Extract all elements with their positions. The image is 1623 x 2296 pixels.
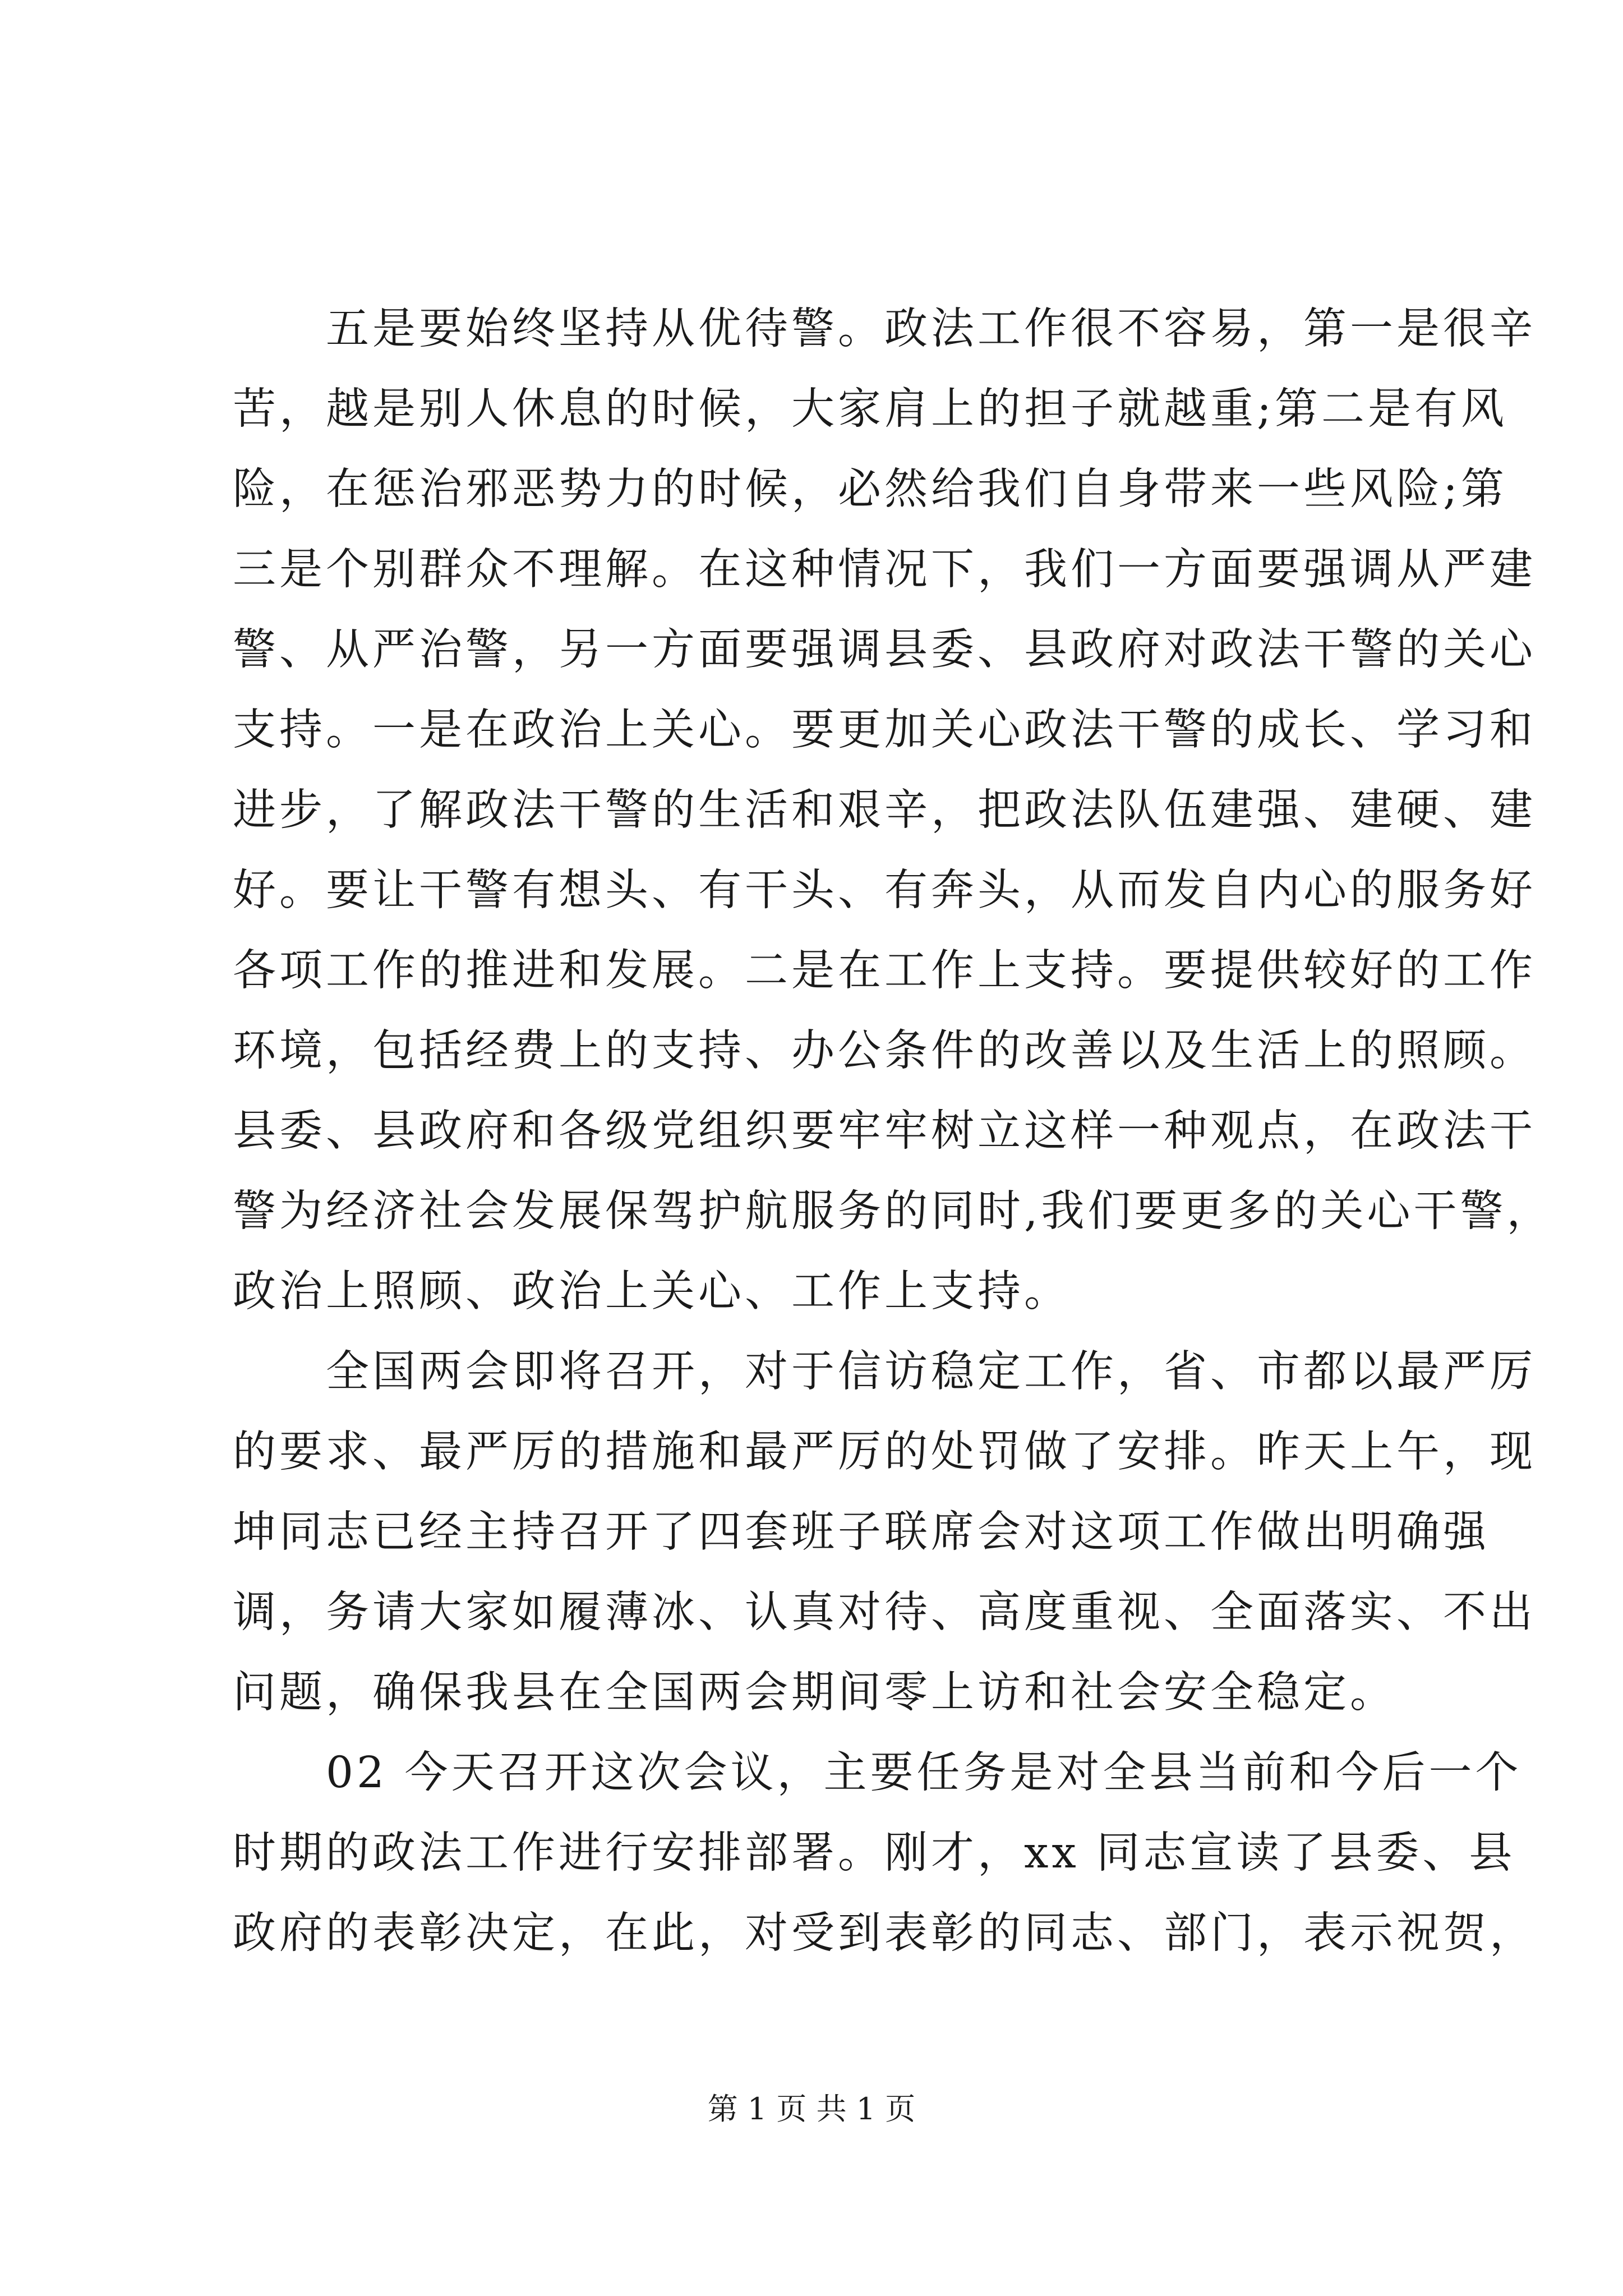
text-line: 问题，确保我县在全国两会期间零上访和社会安全稳定。	[233, 1668, 1396, 1718]
document-body	[233, 289, 1553, 1973]
page-number-label: 第 1 页 共 1 页	[707, 2091, 916, 2127]
text-line: 环境，包括经费上的支持、办公条件的改善以及生活上的照顾。	[233, 1026, 1536, 1076]
text-line: 的要求、最严厉的措施和最严厉的处罚做了安排。昨天上午，现	[233, 1427, 1536, 1477]
paragraph-1	[233, 289, 1553, 1332]
text-line: 苦，越是别人休息的时候，大家肩上的担子就越重;第二是有风	[233, 384, 1507, 434]
text-line: 警、从严治警，另一方面要强调县委、县政府对政法干警的关心	[233, 625, 1536, 675]
page-footer	[0, 2087, 1623, 2132]
text-line: 三是个别群众不理解。在这种情况下，我们一方面要强调从严建	[233, 545, 1536, 595]
text-line: 五是要始终坚持从优待警。政法工作很不容易，第一是很辛	[233, 304, 1536, 354]
text-line: 全国两会即将召开，对于信访稳定工作，省、市都以最严厉	[233, 1347, 1536, 1397]
text-line: 坤同志已经主持召开了四套班子联席会对这项工作做出明确强	[233, 1507, 1490, 1557]
text-line: 警为经济社会发展保驾护航服务的同时,我们要更多的关心干警，	[233, 1186, 1553, 1236]
paragraph-2	[233, 1332, 1536, 1733]
text-line: 各项工作的推进和发展。二是在工作上支持。要提供较好的工作	[233, 946, 1536, 996]
text-line: 好。要让干警有想头、有干头、有奔头，从而发自内心的服务好	[233, 866, 1536, 915]
text-line: 02 今天召开这次会议，主要任务是对全县当前和今后一个	[233, 1748, 1522, 1798]
text-line: 政治上照顾、政治上关心、工作上支持。	[233, 1267, 1071, 1317]
text-line: 调，务请大家如履薄冰、认真对待、高度重视、全面落实、不出	[233, 1588, 1536, 1637]
paragraph-3	[233, 1733, 1536, 1973]
text-line: 进步，了解政法干警的生活和艰辛，把政法队伍建强、建硬、建	[233, 785, 1536, 835]
text-line: 支持。一是在政治上关心。要更加关心政法干警的成长、学习和	[233, 705, 1536, 755]
text-line: 时期的政法工作进行安排部署。刚才，xx 同志宣读了县委、县	[233, 1828, 1516, 1878]
text-line: 政府的表彰决定，在此，对受到表彰的同志、部门，表示祝贺，	[233, 1908, 1536, 1958]
text-line: 险，在惩治邪恶势力的时候，必然给我们自身带来一些风险;第	[233, 464, 1507, 514]
text-line: 县委、县政府和各级党组织要牢牢树立这样一种观点，在政法干	[233, 1106, 1536, 1156]
